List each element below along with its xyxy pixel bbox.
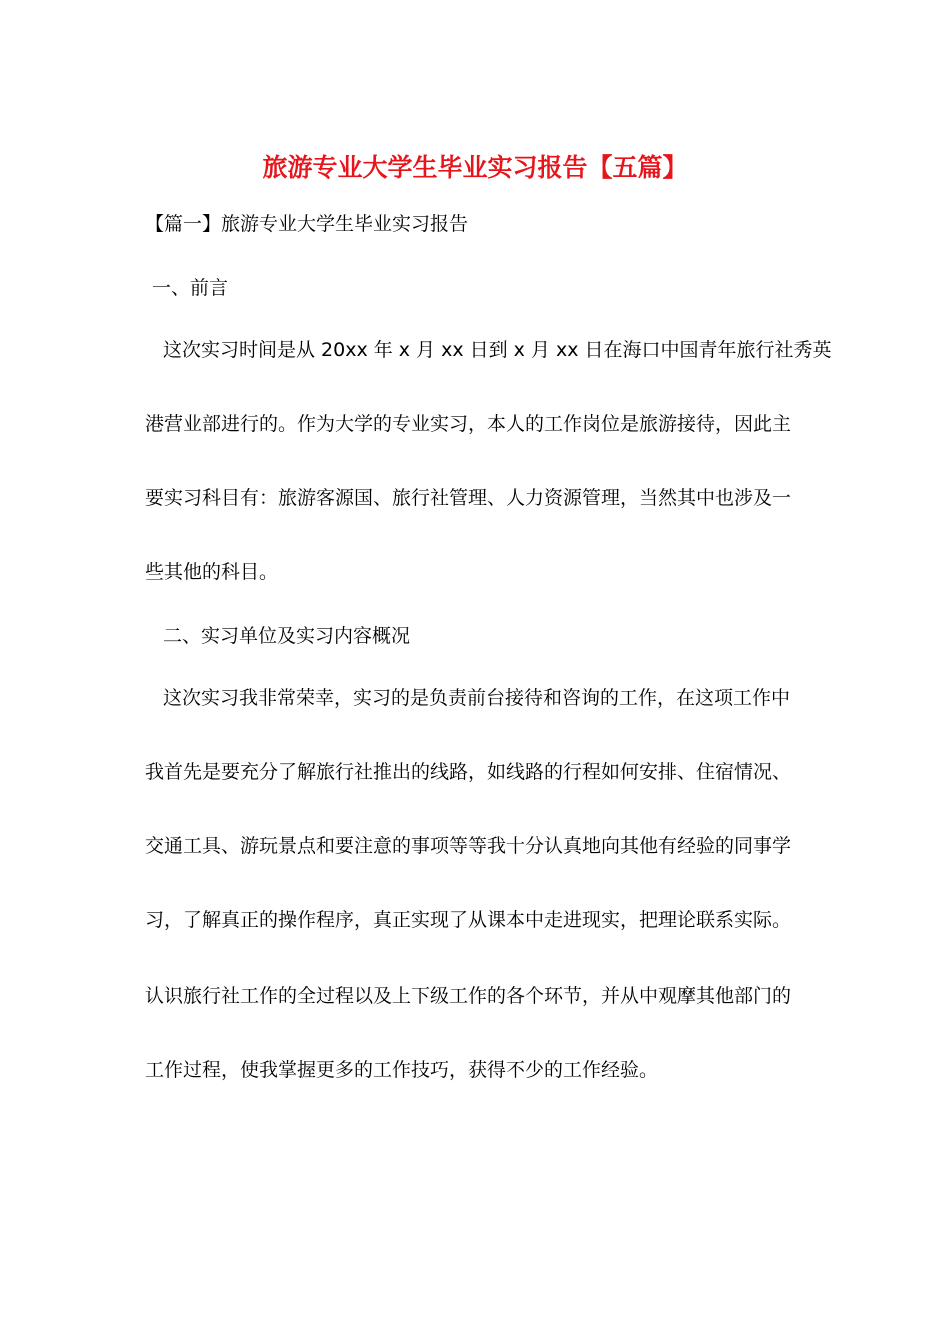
paragraph-line: 些其他的科目。: [145, 561, 279, 583]
section-heading-unit-overview: 二、实习单位及实习内容概况: [163, 625, 411, 647]
paragraph-line: 交通工具、游玩景点和要注意的事项等等我十分认真地向其他有经验的同事学: [145, 835, 792, 857]
paragraph-line: 我首先是要充分了解旅行社推出的线路，如线路的行程如何安排、住宿情况、: [145, 761, 792, 783]
paragraph-line: 习，了解真正的操作程序，真正实现了从课本中走进现实，把理论联系实际。: [145, 909, 792, 931]
article-subtitle: 【篇一】旅游专业大学生毕业实习报告: [145, 213, 469, 235]
paragraph-line: 要实习科目有：旅游客源国、旅行社管理、人力资源管理，当然其中也涉及一: [145, 487, 792, 509]
paragraph-line: 认识旅行社工作的全过程以及上下级工作的各个环节，并从中观摩其他部门的: [145, 985, 792, 1007]
document-title: 旅游专业大学生毕业实习报告【五篇】: [262, 153, 688, 182]
paragraph-line: 这次实习我非常荣幸，实习的是负责前台接待和咨询的工作，在这项工作中: [163, 687, 791, 709]
paragraph-line: 工作过程，使我掌握更多的工作技巧，获得不少的工作经验。: [145, 1059, 659, 1081]
paragraph-line: 这次实习时间是从 20xx 年 x 月 xx 日到 x 月 xx 日在海口中国青年旅行社秀英: [163, 339, 832, 361]
section-heading-preface: 一、前言: [152, 277, 229, 299]
paragraph-line: 港营业部进行的。作为大学的专业实习，本人的工作岗位是旅游接待，因此主: [145, 413, 792, 435]
